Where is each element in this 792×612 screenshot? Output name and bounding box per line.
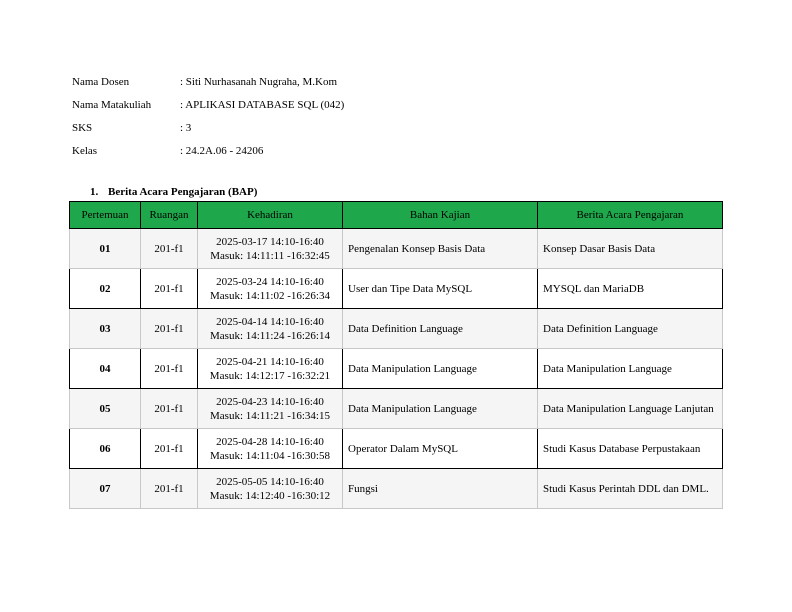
- kehadiran-jadwal: 2025-03-24 14:10-16:40: [216, 275, 324, 288]
- header-bahan-kajian: Bahan Kajian: [343, 202, 538, 229]
- cell-pertemuan: 01: [70, 229, 141, 269]
- kehadiran-jadwal: 2025-04-21 14:10-16:40: [216, 355, 324, 368]
- cell-kehadiran: [198, 309, 343, 349]
- cell-ruangan: 201-f1: [141, 349, 198, 389]
- cell-pertemuan: 06: [70, 429, 141, 469]
- cell-berita-acara: Studi Kasus Database Perpustakaan: [538, 429, 723, 469]
- info-value: : Siti Nurhasanah Nugraha, M.Kom: [180, 75, 338, 88]
- cell-kehadiran: [198, 349, 343, 389]
- cell-ruangan: 201-f1: [141, 309, 198, 349]
- info-row-kelas: [72, 139, 344, 162]
- kehadiran-jadwal: 2025-04-23 14:10-16:40: [216, 395, 324, 408]
- info-label: Nama Dosen: [72, 75, 130, 88]
- cell-ruangan: 201-f1: [141, 389, 198, 429]
- cell-bahan-kajian: Data Definition Language: [343, 309, 538, 349]
- table-row: [70, 309, 723, 349]
- info-value: : 24.2A.06 - 24206: [180, 144, 264, 157]
- kehadiran-masuk: Masuk: 14:12:17 -16:32:21: [209, 369, 331, 382]
- cell-berita-acara: Data Manipulation Language Lanjutan: [538, 389, 723, 429]
- cell-bahan-kajian: Operator Dalam MySQL: [343, 429, 538, 469]
- cell-pertemuan: 07: [70, 469, 141, 509]
- kehadiran-masuk: Masuk: 14:11:11 -16:32:45: [210, 249, 330, 262]
- table-header-row: [70, 202, 723, 229]
- cell-bahan-kajian: Pengenalan Konsep Basis Data: [343, 229, 538, 269]
- cell-kehadiran: [198, 469, 343, 509]
- cell-bahan-kajian: Data Manipulation Language: [343, 349, 538, 389]
- info-label: SKS: [72, 121, 93, 134]
- cell-bahan-kajian: Data Manipulation Language: [343, 389, 538, 429]
- info-row-dosen: [72, 70, 344, 93]
- table-row: [70, 349, 723, 389]
- table-row: [70, 389, 723, 429]
- kehadiran-jadwal: 2025-04-14 14:10-16:40: [216, 315, 324, 328]
- cell-ruangan: 201-f1: [141, 469, 198, 509]
- cell-kehadiran: [198, 269, 343, 309]
- kehadiran-masuk: Masuk: 14:11:21 -16:34:15: [210, 409, 330, 422]
- info-value: : APLIKASI DATABASE SQL (042): [180, 98, 345, 111]
- cell-pertemuan: 04: [70, 349, 141, 389]
- kehadiran-masuk: Masuk: 14:12:40 -16:30:12: [209, 489, 331, 502]
- info-value: : 3: [180, 121, 192, 134]
- cell-berita-acara: Data Definition Language: [538, 309, 723, 349]
- header-kehadiran: Kehadiran: [198, 202, 343, 229]
- header-ruangan: Ruangan: [141, 202, 198, 229]
- bap-table: [69, 201, 723, 509]
- info-row-sks: [72, 116, 344, 139]
- kehadiran-jadwal: 2025-04-28 14:10-16:40: [216, 435, 324, 448]
- cell-ruangan: 201-f1: [141, 429, 198, 469]
- header-pertemuan: Pertemuan: [70, 202, 141, 229]
- cell-ruangan: 201-f1: [141, 269, 198, 309]
- cell-pertemuan: 05: [70, 389, 141, 429]
- table-row: [70, 229, 723, 269]
- cell-ruangan: 201-f1: [141, 229, 198, 269]
- info-label: Nama Matakuliah: [72, 98, 152, 111]
- cell-pertemuan: 02: [70, 269, 141, 309]
- cell-kehadiran: [198, 429, 343, 469]
- cell-berita-acara: Data Manipulation Language: [538, 349, 723, 389]
- kehadiran-jadwal: 2025-03-17 14:10-16:40: [216, 235, 324, 248]
- section-heading: [90, 186, 257, 198]
- table-row: [70, 469, 723, 509]
- cell-berita-acara: Studi Kasus Perintah DDL dan DML.: [538, 469, 723, 509]
- table-row: [70, 269, 723, 309]
- section-number: 1.: [90, 186, 99, 198]
- info-label: Kelas: [72, 144, 98, 157]
- cell-pertemuan: 03: [70, 309, 141, 349]
- cell-bahan-kajian: Fungsi: [343, 469, 538, 509]
- cell-berita-acara: MYSQL dan MariaDB: [538, 269, 723, 309]
- kehadiran-masuk: Masuk: 14:11:02 -16:26:34: [210, 289, 330, 302]
- cell-kehadiran: [198, 389, 343, 429]
- info-row-matakuliah: [72, 93, 344, 116]
- cell-kehadiran: [198, 229, 343, 269]
- section-title: Berita Acara Pengajaran (BAP): [108, 186, 258, 198]
- kehadiran-masuk: Masuk: 14:11:04 -16:30:58: [210, 449, 330, 462]
- cell-bahan-kajian: User dan Tipe Data MySQL: [343, 269, 538, 309]
- header-berita-acara: Berita Acara Pengajaran: [538, 202, 723, 229]
- table-row: [70, 429, 723, 469]
- kehadiran-jadwal: 2025-05-05 14:10-16:40: [216, 475, 324, 488]
- cell-berita-acara: Konsep Dasar Basis Data: [538, 229, 723, 269]
- course-info: [72, 70, 344, 162]
- kehadiran-masuk: Masuk: 14:11:24 -16:26:14: [210, 329, 330, 342]
